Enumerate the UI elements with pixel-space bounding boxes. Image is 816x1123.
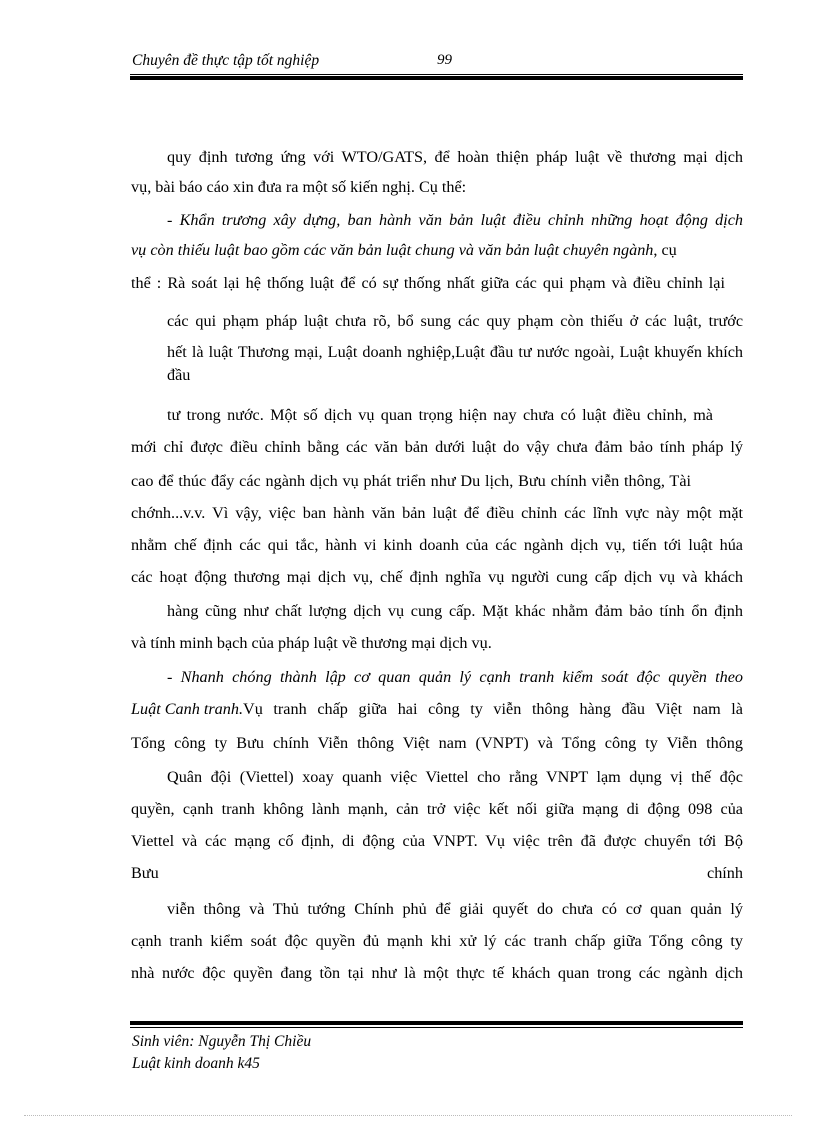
paragraph-line: các hoạt động thương mại dịch vụ, chế định nghĩa vụ người cung cấp dịch vụ và khách: [131, 568, 743, 586]
paragraph-line: viễn thông và Thủ tướng Chính phủ để giải quyết do chưa có cơ quan quản lý: [167, 900, 743, 918]
paragraph-line: - Nhanh chóng thành lập cơ quan quản lý cạnh tranh kiểm soát độc quyền theo: [167, 668, 743, 686]
paragraph-line: quy định tương ứng với WTO/GATS, để hoàn thiện pháp luật về thương mại dịch: [167, 148, 743, 166]
paragraph-line: Quân đội (Viettel) xoay quanh việc Viettel cho rằng VNPT lạm dụng vị thế độc: [167, 768, 743, 786]
footer-rule-thick: [130, 1021, 743, 1025]
italic-run: Luật Canh tranh.: [131, 700, 243, 718]
paragraph-line: chớnh...v.v. Vì vậy, việc ban hành văn bản luật để điều chỉnh các lĩnh vực này một mặt: [131, 504, 743, 522]
paragraph-line: Viettel và các mạng cố định, di động của VNPT. Vụ việc trên đã được chuyển tới Bộ: [131, 832, 743, 850]
student-name: Sinh viên: Nguyễn Thị Chiều: [132, 1033, 312, 1050]
paragraph-line: - Khẩn trương xây dựng, ban hành văn bản luật điều chỉnh những hoạt động dịch: [167, 211, 743, 229]
page-bottom-divider: [24, 1115, 792, 1116]
text-run: chính: [707, 864, 743, 882]
text-run: , cụ: [653, 241, 677, 259]
paragraph-line: [131, 238, 743, 262]
paragraph-line: nhằm chế định các qui tắc, hành vi kinh doanh của các ngành dịch vụ, tiến tới luật húa: [131, 536, 743, 554]
paragraph-line: hàng cũng như chất lượng dịch vụ cung cấp. Mặt khác nhằm đảm bảo tính ổn định: [167, 602, 743, 620]
paragraph-line: mới chỉ được điều chỉnh bằng các văn bản dưới luật do vậy chưa đảm bảo tính pháp lý: [131, 438, 743, 456]
page-footer: [132, 1031, 311, 1075]
paragraph-line: các qui phạm pháp luật chưa rõ, bổ sung các quy phạm còn thiếu ở các luật, trước: [167, 312, 743, 330]
paragraph-line: quyền, cạnh tranh không lành mạnh, cản trở việc kết nối giữa mạng di động 098 của: [131, 800, 743, 818]
paragraph-line: hết là luật Thương mại, Luật doanh nghiệp,Luật đầu tư nước ngoài, Luật khuyến khích: [167, 343, 743, 361]
page-header: [132, 52, 742, 74]
italic-run: vụ còn thiếu luật bao gồm các văn bản luật chung và văn bản luật chuyên ngành: [131, 241, 654, 259]
paragraph-line: [131, 697, 743, 721]
paragraph-line: đầu: [167, 366, 191, 384]
paragraph-line: [131, 861, 743, 885]
page-number: 99: [437, 52, 452, 68]
paragraph-line: cạnh tranh kiểm soát độc quyền đủ mạnh khi xử lý các tranh chấp giữa Tổng công ty: [131, 932, 743, 950]
paragraph-line: cao để thúc đẩy các ngành dịch vụ phát triển như Du lịch, Bưu chính viễn thông, Tài: [131, 472, 691, 490]
paragraph-line: vụ, bài báo cáo xin đưa ra một số kiến nghị. Cụ thể:: [131, 178, 467, 196]
text-run: Bưu: [131, 864, 159, 882]
paragraph-line: thể : Rà soát lại hệ thống luật để có sự thống nhất giữa các qui phạm và điều chỉnh lại: [131, 274, 725, 292]
paragraph-line: tư trong nước. Một số dịch vụ quan trọng hiện nay chưa có luật điều chỉnh, mà: [167, 406, 713, 424]
footer-rule-thin: [130, 1027, 743, 1028]
header-title: Chuyên đề thực tập tốt nghiệp: [132, 52, 320, 69]
paragraph-line: nhà nước độc quyền đang tồn tại như là một thực tế khách quan trong các ngành dịch: [131, 964, 743, 982]
text-run: Vụ tranh chấp giữa hai công ty viễn thông hàng đầu Việt nam là: [243, 700, 743, 718]
paragraph-line: Tổng công ty Bưu chính Viễn thông Việt nam (VNPT) và Tổng công ty Viễn thông: [131, 734, 743, 752]
header-rule-thick: [130, 76, 743, 80]
header-rule-thin: [130, 74, 743, 75]
paragraph-line: và tính minh bạch của pháp luật về thương mại dịch vụ.: [131, 634, 492, 652]
class-name: Luật kinh doanh k45: [132, 1055, 260, 1072]
